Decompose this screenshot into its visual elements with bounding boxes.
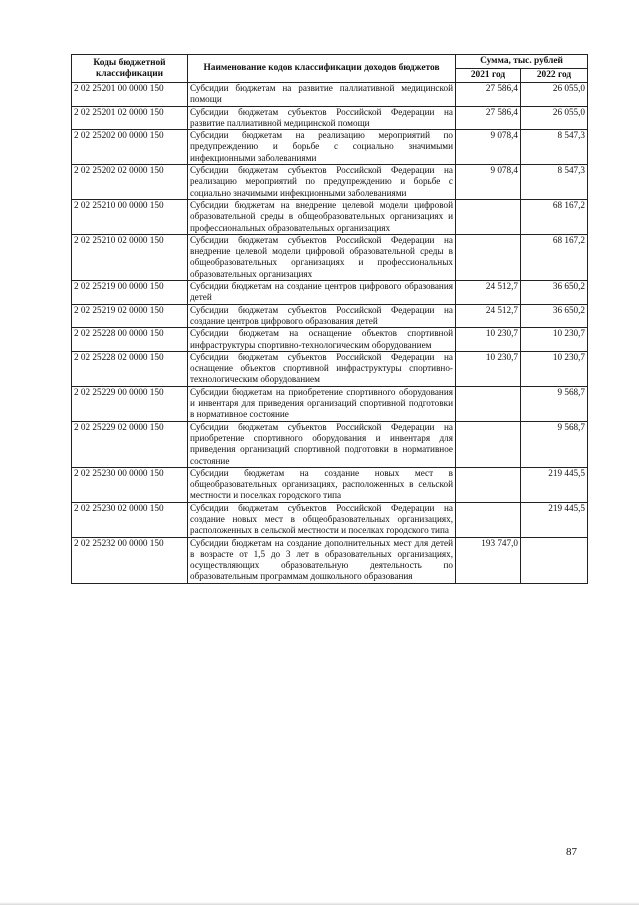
- amount-2022-cell: 219 445,5: [521, 502, 588, 537]
- table-row: [72, 281, 588, 305]
- amount-2022-cell: 36 650,2: [521, 304, 588, 328]
- page-number: 87: [566, 846, 577, 858]
- amount-2022-cell: 9 568,7: [521, 421, 588, 467]
- table-row: [72, 386, 588, 421]
- table-row: [72, 130, 588, 165]
- amount-2021-cell: 10 230,7: [456, 328, 521, 352]
- budget-table: [71, 54, 588, 584]
- name-cell: Субсидии бюджетам субъектов Российской Федерации на внедрение целевой модели цифровой образовательной среды в общеобразовательных организациях и профессиональных образовательных организациях: [188, 234, 456, 280]
- amount-2021-cell: 193 747,0: [456, 537, 521, 583]
- amount-2021-cell: [456, 467, 521, 502]
- table-row: [72, 537, 588, 583]
- table-row: [72, 467, 588, 502]
- table-row: [72, 234, 588, 280]
- name-cell: Субсидии бюджетам на внедрение целевой модели цифровой образовательной среды в общеобразовательных организациях и профессиональных образовательных организациях: [188, 199, 456, 234]
- amount-2021-cell: 9 078,4: [456, 165, 521, 200]
- amount-2022-cell: 68 167,2: [521, 234, 588, 280]
- amount-2021-cell: [456, 234, 521, 280]
- code-cell: 2 02 25232 00 0000 150: [72, 537, 188, 583]
- code-cell: 2 02 25228 02 0000 150: [72, 351, 188, 386]
- table-row: [72, 83, 588, 107]
- name-cell: Субсидии бюджетам субъектов Российской Федерации на создание центров цифрового образования детей: [188, 304, 456, 328]
- amount-2022-cell: [521, 537, 588, 583]
- header-year-2021: 2021 год: [456, 69, 521, 83]
- amount-2022-cell: 8 547,3: [521, 165, 588, 200]
- name-cell: Субсидии бюджетам на создание новых мест в общеобразовательных организациях, расположенных в сельской местности и поселках городского типа: [188, 467, 456, 502]
- amount-2022-cell: 68 167,2: [521, 199, 588, 234]
- code-cell: 2 02 25202 02 0000 150: [72, 165, 188, 200]
- amount-2021-cell: [456, 199, 521, 234]
- code-cell: 2 02 25210 00 0000 150: [72, 199, 188, 234]
- code-cell: 2 02 25229 00 0000 150: [72, 386, 188, 421]
- name-cell: Субсидии бюджетам субъектов Российской Федерации на приобретение спортивного оборудования и инвентаря для приведения организаций спортивной подготовки в нормативное состояние: [188, 421, 456, 467]
- amount-2021-cell: [456, 386, 521, 421]
- code-cell: 2 02 25219 00 0000 150: [72, 281, 188, 305]
- code-cell: 2 02 25202 00 0000 150: [72, 130, 188, 165]
- name-cell: Субсидии бюджетам на создание центров цифрового образования детей: [188, 281, 456, 305]
- name-cell: Субсидии бюджетам субъектов Российской Федерации на оснащение объектов спортивной инфраструктуры спортивно-технологическим оборудованием: [188, 351, 456, 386]
- amount-2021-cell: 24 512,7: [456, 281, 521, 305]
- amount-2022-cell: 36 650,2: [521, 281, 588, 305]
- amount-2022-cell: 9 568,7: [521, 386, 588, 421]
- amount-2021-cell: 24 512,7: [456, 304, 521, 328]
- name-cell: Субсидии бюджетам на развитие паллиативной медицинской помощи: [188, 83, 456, 107]
- header-codes: Коды бюджетной классификации: [72, 55, 188, 83]
- table-row: [72, 421, 588, 467]
- amount-2022-cell: 10 230,7: [521, 351, 588, 386]
- code-cell: 2 02 25230 00 0000 150: [72, 467, 188, 502]
- code-cell: 2 02 25210 02 0000 150: [72, 234, 188, 280]
- code-cell: 2 02 25201 00 0000 150: [72, 83, 188, 107]
- amount-2022-cell: 26 055,0: [521, 106, 588, 130]
- name-cell: Субсидии бюджетам субъектов Российской Федерации на реализацию мероприятий по предупреждению и борьбе с социально значимыми инфекционными заболеваниями: [188, 165, 456, 200]
- table-row: [72, 351, 588, 386]
- name-cell: Субсидии бюджетам субъектов Российской Федерации на создание новых мест в общеобразовательных организациях, расположенных в сельской местности и поселках городского типа: [188, 502, 456, 537]
- table-row: [72, 328, 588, 352]
- code-cell: 2 02 25219 02 0000 150: [72, 304, 188, 328]
- header-name: Наименование кодов классификации доходов бюджетов: [188, 55, 456, 83]
- table-row: [72, 304, 588, 328]
- table-body: [72, 83, 588, 584]
- table-header: [72, 55, 588, 83]
- header-year-2022: 2022 год: [521, 69, 588, 83]
- table-row: [72, 165, 588, 200]
- amount-2021-cell: [456, 421, 521, 467]
- amount-2022-cell: 219 445,5: [521, 467, 588, 502]
- amount-2022-cell: 26 055,0: [521, 83, 588, 107]
- amount-2022-cell: 10 230,7: [521, 328, 588, 352]
- table-row: [72, 106, 588, 130]
- code-cell: 2 02 25230 02 0000 150: [72, 502, 188, 537]
- code-cell: 2 02 25228 00 0000 150: [72, 328, 188, 352]
- table-row: [72, 502, 588, 537]
- name-cell: Субсидии бюджетам на реализацию мероприятий по предупреждению и борьбе с социально значимыми инфекционными заболеваниями: [188, 130, 456, 165]
- name-cell: Субсидии бюджетам на создание дополнительных мест для детей в возрасте от 1,5 до 3 лет в образовательных организациях, осуществляющих образовательную деятельность по образовательным программам дошкольного образования: [188, 537, 456, 583]
- amount-2021-cell: 27 586,4: [456, 106, 521, 130]
- name-cell: Субсидии бюджетам на приобретение спортивного оборудования и инвентаря для приведения организаций спортивной подготовки в нормативное состояние: [188, 386, 456, 421]
- amount-2021-cell: 10 230,7: [456, 351, 521, 386]
- name-cell: Субсидии бюджетам субъектов Российской Федерации на развитие паллиативной медицинской помощи: [188, 106, 456, 130]
- amount-2021-cell: [456, 502, 521, 537]
- amount-2021-cell: 9 078,4: [456, 130, 521, 165]
- header-sum: Сумма, тыс. рублей: [456, 55, 588, 69]
- amount-2022-cell: 8 547,3: [521, 130, 588, 165]
- table-row: [72, 199, 588, 234]
- code-cell: 2 02 25201 02 0000 150: [72, 106, 188, 130]
- code-cell: 2 02 25229 02 0000 150: [72, 421, 188, 467]
- name-cell: Субсидии бюджетам на оснащение объектов спортивной инфраструктуры спортивно-технологическим оборудованием: [188, 328, 456, 352]
- amount-2021-cell: 27 586,4: [456, 83, 521, 107]
